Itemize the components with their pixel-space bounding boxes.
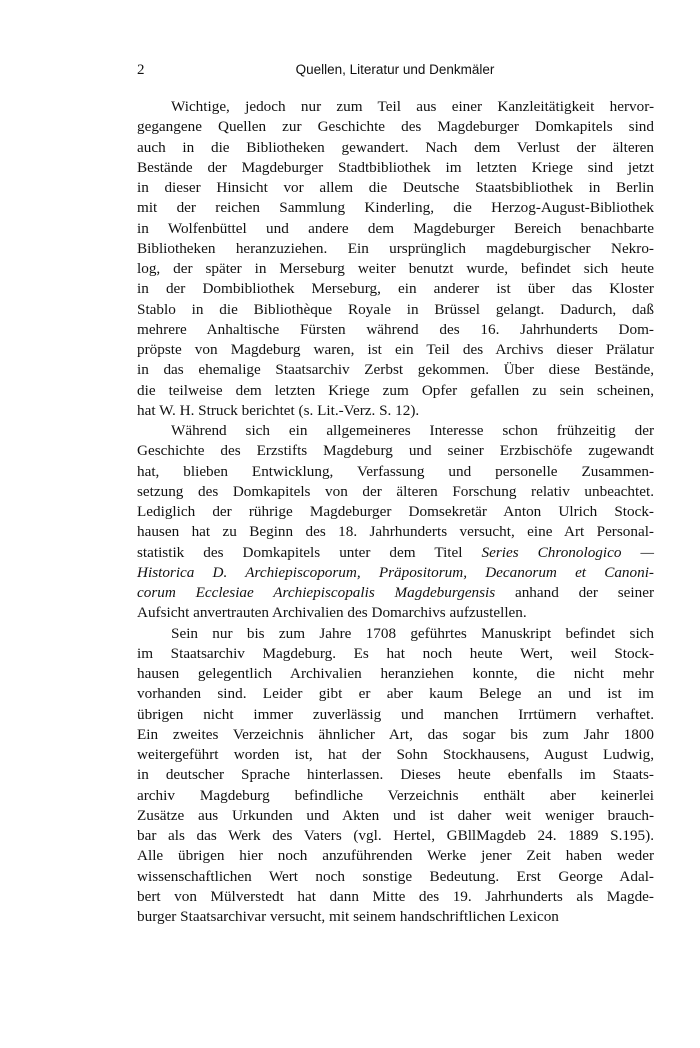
text-segment: Während sich ein allgemeineres Interesse schon frühzeitig der: [171, 422, 654, 439]
text-line: [137, 97, 654, 117]
text-line: [137, 603, 654, 623]
italic-title-text: corum Ecclesiae Archiepiscopalis Magdeburgensis: [137, 584, 496, 601]
text-line: [137, 482, 654, 502]
page-number: 2: [137, 62, 145, 78]
text-line: [137, 381, 654, 401]
text-line: [137, 158, 654, 178]
page-header: [137, 62, 653, 84]
text-line: [137, 401, 654, 421]
text-segment: hausen hat zu Beginn des 18. Jahrhunderts versucht, eine Art Personal-: [137, 523, 654, 541]
text-line: [137, 279, 654, 299]
text-line: [137, 178, 654, 198]
text-line: [137, 462, 654, 482]
text-line: [137, 725, 654, 745]
text-segment: in deutscher Sprache hinterlassen. Dieses heute ebenfalls im Staats-: [137, 766, 654, 784]
italic-title-text: Series Chronologico —: [481, 543, 654, 561]
text-segment: Alle übrigen hier noch anzuführenden Werke jener Zeit haben weder: [137, 847, 654, 865]
text-segment: in dieser Hinsicht vor allem die Deutsche Staatsbibliothek in Berlin: [137, 179, 654, 196]
text-segment: gegangene Quellen zur Geschichte des Magdeburger Domkapitels sind: [137, 118, 654, 136]
text-segment: anhand der seiner: [495, 584, 654, 601]
text-line: [137, 320, 654, 340]
text-segment: Ein zweites Verzeichnis ähnlicher Art, das sogar bis zum Jahr 1800: [137, 725, 654, 743]
text-segment: mehrere Anhaltische Fürsten während des 16. Jahrhunderts Dom-: [137, 320, 654, 338]
text-segment: Sein nur bis zum Jahre 1708 geführtes Manuskript befindet sich: [171, 624, 654, 642]
text-line: [137, 421, 654, 441]
text-line: [137, 907, 654, 927]
text-segment: in der Dombibliothek Merseburg, ein anderer ist über das Kloster: [137, 280, 654, 298]
text-line: [137, 664, 654, 684]
text-line: [137, 259, 654, 279]
text-line: [137, 522, 654, 542]
text-segment: übrigen nicht immer zuverlässig und manchen Irrtümern verhaftet.: [137, 705, 654, 723]
text-segment: Bestände der Magdeburger Stadtbibliothek im letzten Kriege sind jetzt: [137, 158, 654, 176]
text-line: [137, 826, 654, 846]
text-segment: bar als das Werk des Vaters (vgl. Hertel, GBllMagdeb 24. 1889 S.195).: [137, 827, 654, 844]
text-line: [137, 745, 654, 765]
running-title: Quellen, Literatur und Denkmäler: [295, 62, 495, 77]
text-line: [137, 502, 654, 522]
text-segment: statistik des Domkapitels unter dem Titel: [137, 543, 482, 561]
text-segment: Aufsicht anvertrauten Archivalien des Domarchivs aufzustellen.: [137, 604, 527, 622]
text-segment: Lediglich der rührige Magdeburger Domsekretär Anton Ulrich Stock-: [137, 503, 654, 520]
text-segment: Geschichte des Erzstifts Magdeburg und seiner Erzbischöfe zugewandt: [137, 442, 654, 460]
text-line: [137, 846, 654, 866]
text-segment: Zusätze aus Urkunden und Akten und ist daher weit weniger brauch-: [137, 806, 654, 824]
text-line: [137, 117, 654, 137]
text-segment: vorhanden sind. Leider gibt er aber kaum Belege an und ist im: [137, 685, 654, 703]
text-segment: mit der reichen Sammlung Kinderling, die Herzog-August-Bibliothek: [137, 199, 654, 217]
text-segment: hat, blieben Entwicklung, Verfassung und personelle Zusammen-: [137, 462, 654, 480]
text-line: [137, 441, 654, 461]
text-segment: wissenschaftlichen Wert noch sonstige Bedeutung. Erst George Adal-: [137, 867, 654, 885]
italic-title-text: Historica D. Archiepiscoporum, Präpositorum, Decanorum et Canoni-: [137, 563, 654, 581]
text-line: [137, 887, 654, 907]
text-segment: in das ehemalige Staatsarchiv Zerbst gekommen. Über diese Bestände,: [137, 361, 654, 379]
text-line: [137, 563, 654, 583]
text-segment: hat W. H. Struck berichtet (s. Lit.-Verz. S. 12).: [137, 401, 420, 419]
text-line: [137, 765, 654, 785]
text-line: [137, 867, 654, 887]
text-segment: setzung des Domkapitels von der älteren Forschung relativ unbeachtet.: [137, 482, 654, 500]
paragraph: [137, 421, 654, 624]
text-line: [137, 684, 654, 704]
text-segment: archiv Magdeburg befindliche Verzeichnis enthält aber keinerlei: [137, 786, 654, 804]
text-line: [137, 239, 654, 259]
text-line: [137, 644, 654, 664]
text-line: [137, 138, 654, 158]
text-segment: log, der später in Merseburg weiter benutzt wurde, befindet sich heute: [137, 260, 654, 277]
text-segment: im Staatsarchiv Magdeburg. Es hat noch heute Wert, weil Stock-: [137, 644, 654, 662]
text-line: [137, 624, 654, 644]
text-segment: burger Staatsarchivar versucht, mit seinem handschriftlichen Lexicon: [137, 908, 559, 925]
text-segment: auch in die Bibliotheken gewandert. Nach dem Verlust der älteren: [137, 138, 654, 156]
text-segment: bert von Mülverstedt hat dann Mitte des 19. Jahrhunderts als Magde-: [137, 887, 654, 905]
paragraph: [137, 624, 654, 928]
text-segment: Bibliotheken heranzuziehen. Ein ursprünglich magdeburgischer Nekro-: [137, 239, 654, 257]
text-segment: hausen gelegentlich Archivalien heranziehen konnte, die nicht mehr: [137, 665, 654, 682]
body-text: [137, 97, 654, 927]
text-segment: weitergeführt worden ist, hat der Sohn Stockhausens, August Ludwig,: [137, 746, 654, 763]
text-line: [137, 219, 654, 239]
paragraph: [137, 97, 654, 421]
text-line: [137, 786, 654, 806]
text-line: [137, 543, 654, 563]
text-segment: Stablo in die Bibliothèque Royale in Brüssel gelangt. Dadurch, daß: [137, 300, 654, 318]
text-line: [137, 340, 654, 360]
text-line: [137, 300, 654, 320]
text-segment: die teilweise dem letzten Kriege zum Opfer gefallen zu sein scheinen,: [137, 381, 654, 399]
text-line: [137, 583, 654, 603]
text-segment: Wichtige, jedoch nur zum Teil aus einer Kanzleitätigkeit hervor-: [171, 98, 654, 115]
text-line: [137, 806, 654, 826]
text-segment: pröpste von Magdeburg waren, ist ein Teil des Archivs dieser Prälatur: [137, 341, 654, 358]
text-segment: in Wolfenbüttel und andere dem Magdeburger Bereich benachbarte: [137, 219, 654, 237]
text-line: [137, 360, 654, 380]
text-line: [137, 198, 654, 218]
text-line: [137, 705, 654, 725]
